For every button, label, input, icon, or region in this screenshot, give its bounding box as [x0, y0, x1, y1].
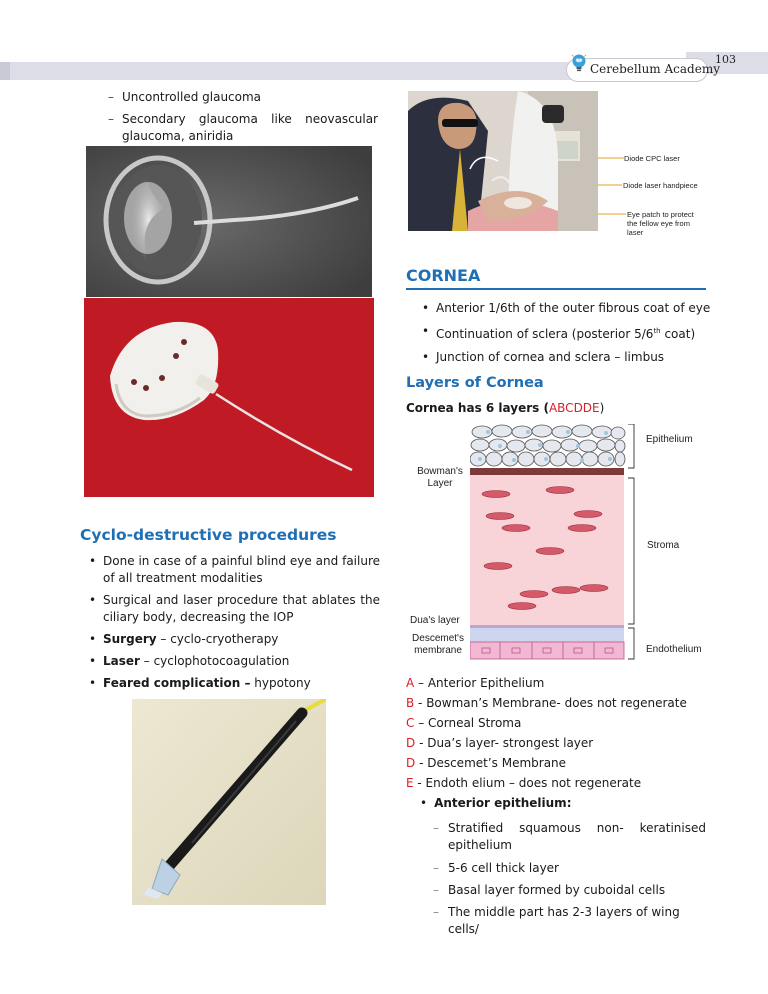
diagram-label-epithelium: Epithelium: [646, 434, 693, 445]
bullet-text: – cyclophotocoagulation: [139, 654, 290, 668]
dash-item-text: Secondary glaucoma like neovascular glaucoma, aniridia: [122, 112, 378, 143]
list-item: [85, 675, 380, 692]
bullet-bold: Laser: [103, 654, 140, 668]
cyclo-bullet-list: [85, 553, 380, 697]
list-item: [85, 631, 380, 648]
bullet-bold: Surgery: [103, 632, 157, 646]
layers-sub-pre: Cornea has 6 layers (: [406, 401, 549, 415]
legend-text: - Endoth elium – does not regenerate: [413, 776, 642, 790]
bowmans-layer-band: [470, 468, 624, 475]
bullet-sup: th: [653, 327, 661, 335]
list-item: [418, 349, 718, 366]
diagram-label-stroma: Stroma: [647, 540, 680, 551]
diode-laser-procedure-photo: [408, 91, 598, 231]
epithelium-point: [433, 820, 706, 854]
legend-letter: D: [406, 736, 416, 750]
cornea-heading-rule: [406, 288, 706, 290]
legend-text: – Anterior Epithelium: [414, 676, 545, 690]
bullet-text: Surgical and laser procedure that ablates the ciliary body, decreasing the IOP: [103, 593, 380, 624]
dash-item-text: Uncontrolled glaucoma: [122, 90, 262, 104]
layers-heading: Layers of Cornea: [406, 375, 544, 391]
epithelium-point-text: Basal layer formed by cuboidal cells: [448, 883, 666, 897]
layer-legend: [406, 673, 706, 793]
list-item: [418, 323, 718, 343]
diagram-label-descemets: Descemet's membrane: [412, 633, 464, 656]
dash-item-uncontrolled-glaucoma: – Uncontrolled glaucoma: [108, 90, 262, 104]
epithelium-point: [433, 882, 706, 899]
bullet-text: Done in case of a painful blind eye and failure of all treatment modalities: [103, 554, 380, 585]
lightbulb-brain-icon: [571, 53, 587, 75]
legend-letter: D: [406, 756, 416, 770]
bullet-text: coat): [660, 327, 696, 341]
glaucoma-drainage-implant-photo: [84, 298, 374, 497]
glaucoma-drainage-device-xray: [86, 146, 372, 297]
bullet-text: hypotony: [250, 676, 311, 690]
page-number: 103: [715, 53, 736, 66]
diagram-label-bowmans: Bowman's Layer: [417, 466, 463, 489]
layers-sub-post: ): [599, 401, 605, 415]
header-left-tab: [0, 62, 10, 80]
epithelium-heading-text: Anterior epithelium:: [434, 796, 572, 810]
legend-letter: B: [406, 696, 415, 710]
epithelium-point-text: 5-6 cell thick layer: [448, 861, 559, 875]
photo-label-diode-cpc: Diode CPC laser: [624, 154, 680, 163]
legend-item: [406, 673, 706, 693]
legend-item: [406, 693, 706, 713]
diagram-label-duas: Dua's layer: [410, 615, 460, 626]
dash-mark: –: [433, 821, 439, 835]
epithelium-point: [433, 860, 706, 877]
dash-item-secondary-glaucoma: – Secondary glaucoma like neovascular glaucoma, aniridia: [108, 112, 378, 143]
list-item: [85, 592, 380, 626]
cyclo-probe-photo: [132, 699, 326, 905]
epithelium-subheading: [420, 796, 572, 810]
diagram-label-endothelium: Endothelium: [646, 644, 702, 655]
cornea-heading: CORNEA: [406, 266, 481, 285]
dash-mark: –: [433, 905, 439, 919]
bullet-bold: Feared complication –: [103, 676, 251, 690]
descemets-band: [470, 628, 624, 642]
legend-item: [406, 713, 706, 733]
photo-label-eye-patch: Eye patch to protect the fellow eye from laser: [627, 210, 694, 237]
bullet-dot: •: [420, 796, 428, 810]
cornea-layers-diagram: [470, 424, 650, 664]
legend-item: [406, 753, 706, 773]
endothelium-cells: [470, 642, 624, 659]
list-item: [418, 300, 718, 317]
legend-item: [406, 733, 706, 753]
bullet-text: Junction of cornea and sclera – limbus: [436, 350, 665, 364]
legend-text: - Bowman’s Membrane- does not regenerate: [414, 696, 687, 710]
brand-name: Cerebellum Academy: [590, 62, 720, 76]
cornea-bullet-list: [418, 300, 718, 371]
legend-letter: C: [406, 716, 415, 730]
epithelium-point: [433, 904, 706, 938]
epithelium-point-text: Stratified squamous non- keratinised epithelium: [448, 821, 706, 852]
legend-text: - Dua’s layer- strongest layer: [415, 736, 594, 750]
epithelium-cells: [470, 424, 625, 468]
dash-mark: –: [433, 883, 439, 897]
legend-letter: A: [406, 676, 415, 690]
bullet-text: Continuation of sclera (posterior 5/6: [436, 327, 654, 341]
bullet-text: – cyclo-cryotherapy: [156, 632, 279, 646]
legend-letter: E: [406, 776, 414, 790]
legend-text: - Descemet’s Membrane: [415, 756, 567, 770]
epithelium-point-text: The middle part has 2-3 layers of wing cells/: [448, 905, 680, 936]
legend-item: [406, 773, 706, 793]
duas-layer-band: [470, 625, 624, 628]
layers-subheading: [406, 401, 604, 415]
dash-mark: –: [433, 861, 439, 875]
list-item: [85, 553, 380, 587]
layers-acronym: ABCDDE: [548, 401, 600, 415]
legend-text: – Corneal Stroma: [414, 716, 522, 730]
list-item: [85, 653, 380, 670]
cyclo-heading: Cyclo-destructive procedures: [80, 526, 337, 544]
photo-label-handpiece: Diode laser handpiece: [623, 181, 698, 190]
bullet-text: Anterior 1/6th of the outer fibrous coat of eye: [436, 301, 711, 315]
